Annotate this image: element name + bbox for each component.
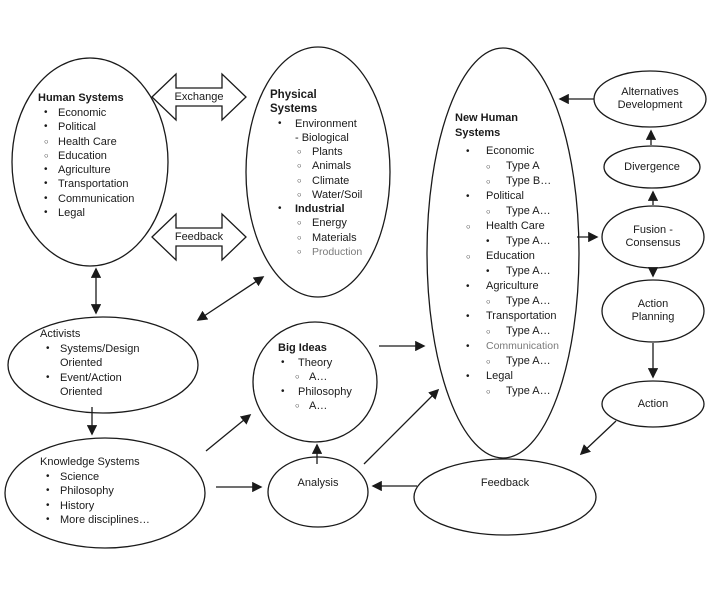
list-item: ○ Education — [44, 149, 107, 162]
list-item: • Environment - Biological — [278, 118, 357, 145]
activists-list — [40, 342, 180, 399]
bullet-icon: • — [466, 371, 470, 382]
list-item: ○ Climate — [297, 174, 350, 187]
bullet-icon: • — [278, 118, 282, 129]
bullet-icon: • — [44, 121, 48, 133]
bullet-icon: • — [44, 192, 48, 204]
knowledge-systems-node — [40, 456, 190, 527]
feedback-ellipse — [414, 459, 596, 535]
arrow-action-feedback — [581, 421, 616, 454]
list-item: • Political — [44, 121, 96, 134]
list-item: ○ Type B… — [486, 175, 552, 187]
bullet-icon: • — [46, 343, 50, 354]
list-item: ○ Type A… — [486, 355, 551, 367]
bullet-icon: ○ — [295, 372, 300, 382]
physical-systems-node — [270, 88, 382, 259]
bullet-icon: ○ — [486, 207, 491, 216]
new-human-systems-node — [455, 111, 571, 399]
bullet-icon: ○ — [486, 297, 491, 306]
list-item: • Legal — [466, 370, 513, 382]
new-human-systems-title: New Human Systems — [455, 112, 518, 139]
knowledge-systems-title: Knowledge Systems — [40, 456, 140, 468]
list-item: • Event/Action Oriented — [46, 371, 122, 398]
list-item: • Economic — [44, 107, 107, 119]
bullet-icon: ○ — [44, 150, 49, 160]
list-item: ○ Type A — [486, 160, 540, 172]
list-item: • Philosophy — [281, 385, 352, 398]
bullet-icon: ○ — [297, 232, 302, 242]
bullet-icon: ○ — [486, 357, 491, 366]
bullet-icon: ○ — [486, 177, 491, 186]
bullet-icon: ○ — [297, 175, 302, 185]
list-item: • Transportation — [466, 310, 557, 322]
list-item: ○ Health Care — [466, 220, 545, 232]
big-ideas-title: Big Ideas — [278, 342, 327, 354]
analysis-node: Analysis — [297, 477, 339, 489]
bullet-icon: ○ — [466, 252, 471, 261]
action-planning-node: Action Planning — [631, 298, 675, 323]
list-item: ○ Energy — [297, 217, 347, 230]
list-item: ○ Education — [466, 250, 535, 262]
big-ideas-list — [278, 356, 374, 413]
bullet-icon: • — [466, 146, 470, 157]
list-item: ○ Type A… — [486, 205, 551, 217]
bullet-icon: • — [46, 499, 50, 511]
list-item: • Philosophy — [46, 485, 114, 498]
list-item: ○ Health Care — [44, 135, 117, 148]
physical-systems-list — [270, 117, 382, 259]
exchange-arrow-label: Exchange — [174, 91, 224, 103]
list-item: • Agriculture — [44, 164, 111, 177]
bullet-icon: ○ — [466, 222, 471, 231]
list-item: • Communication — [466, 340, 559, 352]
list-item: • Political — [466, 190, 524, 202]
bullet-icon: • — [46, 513, 50, 525]
action-node: Action — [637, 398, 669, 410]
bullet-icon: ○ — [297, 218, 302, 228]
bullet-icon: • — [278, 203, 282, 215]
list-item: • Type A… — [486, 235, 551, 247]
arrow-analysis-nhs — [364, 390, 438, 464]
bullet-icon: ○ — [295, 400, 300, 410]
feedback-arrow-label: Feedback — [174, 231, 224, 243]
human-systems-list — [38, 106, 164, 220]
list-item: ○ A… — [295, 399, 328, 412]
bullet-icon: ○ — [297, 161, 302, 171]
bullet-icon: • — [281, 385, 285, 397]
list-item: ○ Plants — [297, 146, 343, 159]
bullet-icon: • — [466, 311, 470, 322]
activists-node — [40, 328, 180, 399]
bullet-icon: ○ — [486, 387, 491, 396]
analysis-ellipse — [268, 457, 368, 527]
bullet-icon: • — [486, 266, 490, 277]
knowledge-systems-list — [40, 470, 190, 527]
bullet-icon: • — [466, 341, 470, 352]
new-human-systems-list — [455, 144, 571, 399]
human-systems-node — [38, 92, 164, 220]
bullet-icon: ○ — [486, 162, 491, 171]
bullet-icon: • — [44, 107, 48, 118]
big-ideas-node — [278, 342, 374, 413]
arrow-knowledge-bigideas — [206, 415, 250, 451]
list-item: ○ Production — [297, 246, 363, 259]
list-item: • History — [46, 499, 95, 512]
human-systems-title: Human Systems — [38, 92, 124, 104]
list-item: ○ Type A… — [486, 385, 551, 397]
list-item: • Communication — [44, 192, 135, 205]
list-item: • Agriculture — [466, 280, 539, 292]
bullet-icon: • — [44, 178, 48, 190]
bullet-icon: • — [486, 236, 490, 247]
list-item: • Type A… — [486, 265, 551, 277]
bullet-icon: • — [466, 281, 470, 292]
list-item: • Theory — [281, 357, 333, 369]
list-item: • Transportation — [44, 178, 129, 191]
alternatives-development-node: Alternatives Development — [617, 86, 683, 111]
feedback-node: Feedback — [480, 477, 530, 489]
bullet-icon: • — [46, 471, 50, 482]
list-item: ○ Water/Soil — [297, 189, 363, 202]
list-item: ○ A… — [295, 371, 328, 384]
list-item: • Industrial — [278, 203, 345, 216]
list-item: ○ Type A… — [486, 325, 551, 337]
bullet-icon: • — [46, 485, 50, 497]
list-item: ○ Type A… — [486, 295, 551, 307]
fusion-consensus-node: Fusion - Consensus — [625, 224, 681, 249]
divergence-node: Divergence — [624, 161, 680, 173]
bullet-icon: ○ — [297, 147, 302, 157]
list-item: ○ Animals — [297, 160, 352, 173]
arrow-activists-physical — [198, 277, 263, 320]
bullet-icon: ○ — [297, 247, 302, 257]
bullet-icon: • — [46, 371, 50, 383]
activists-title: Activists — [40, 328, 81, 340]
bullet-icon: • — [44, 207, 48, 219]
list-item: • Systems/Design Oriented — [46, 343, 140, 370]
physical-systems-title: Physical Systems — [270, 89, 318, 115]
list-item: • Economic — [466, 145, 535, 157]
bullet-icon: ○ — [486, 327, 491, 336]
bullet-icon: ○ — [44, 136, 49, 146]
bullet-icon: ○ — [297, 190, 302, 200]
list-item: ○ Materials — [297, 231, 357, 244]
list-item: • Legal — [44, 207, 85, 220]
bullet-icon: • — [466, 191, 470, 202]
list-item: • More disciplines… — [46, 513, 150, 526]
bullet-icon: • — [44, 164, 48, 176]
bullet-icon: • — [281, 357, 285, 368]
list-item: • Science — [46, 471, 100, 483]
